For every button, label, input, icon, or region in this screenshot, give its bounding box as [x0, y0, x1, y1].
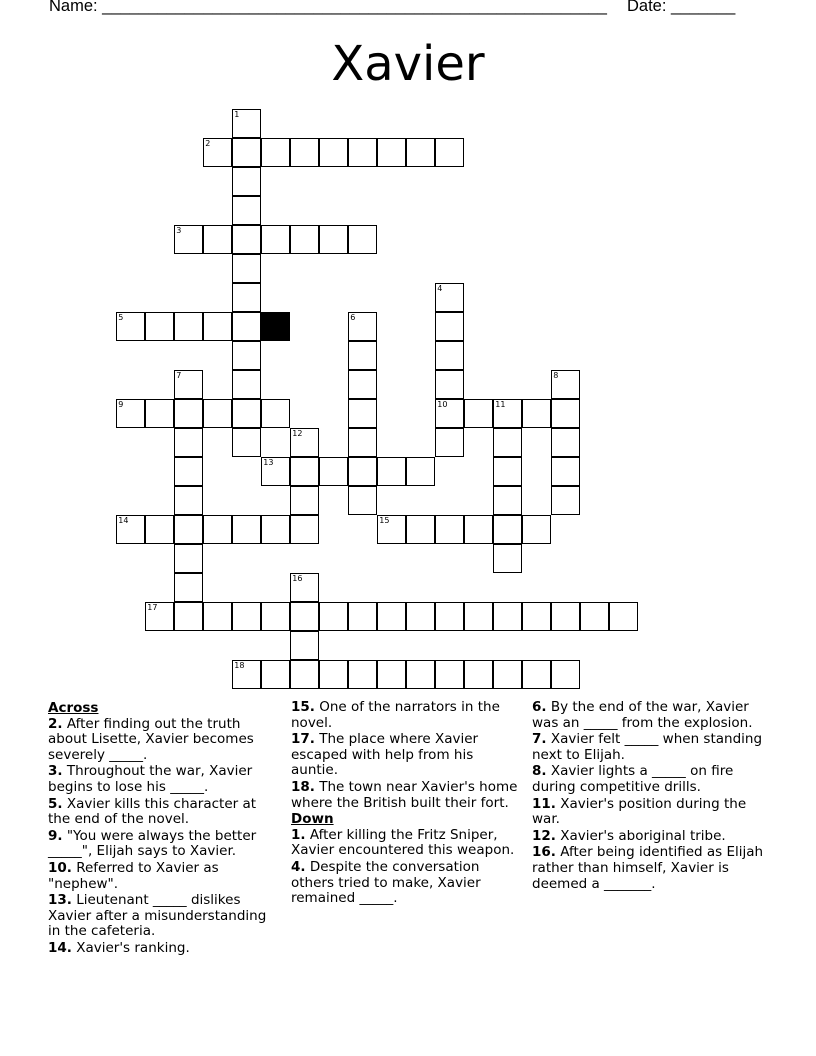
grid-cell[interactable]	[522, 515, 551, 544]
clue	[291, 828, 521, 859]
clue-text: The town near Xavier's home where the British built their fort.	[291, 778, 518, 811]
clue-text: Despite the conversation others tried to make, Xavier remained _____.	[291, 858, 481, 907]
grid-cell[interactable]	[348, 457, 377, 486]
grid-cell[interactable]	[348, 370, 377, 399]
grid-cell[interactable]	[406, 457, 435, 486]
clue-num: 17.	[291, 731, 315, 748]
clue-text: Referred to Xavier as "nephew".	[48, 859, 219, 892]
grid-cell[interactable]	[406, 660, 435, 689]
grid-cell[interactable]	[348, 138, 377, 167]
grid-cell[interactable]	[551, 602, 580, 631]
grid-cell[interactable]	[551, 660, 580, 689]
clue-column-1	[48, 700, 273, 958]
date-field-label[interactable]: Date: _______	[627, 0, 736, 15]
grid-cell[interactable]	[290, 631, 319, 660]
grid-cell[interactable]	[261, 602, 290, 631]
grid-cell[interactable]	[348, 312, 377, 341]
grid-cell[interactable]	[203, 225, 232, 254]
grid-cell[interactable]	[261, 225, 290, 254]
grid-cell[interactable]	[551, 370, 580, 399]
grid-cell[interactable]	[464, 399, 493, 428]
grid-cell[interactable]	[232, 370, 261, 399]
clue	[532, 829, 768, 845]
grid-cell[interactable]	[464, 602, 493, 631]
clue-text: Xavier's position during the war.	[532, 795, 747, 828]
clue-number: 15	[379, 516, 390, 526]
grid-cell[interactable]	[232, 515, 261, 544]
grid-cell[interactable]	[522, 399, 551, 428]
across-clue-list-continued	[291, 700, 521, 811]
grid-cell[interactable]	[174, 573, 203, 602]
grid-cell[interactable]	[174, 428, 203, 457]
grid-cell[interactable]	[406, 602, 435, 631]
grid-cell[interactable]	[551, 486, 580, 515]
down-clue-list	[291, 828, 521, 907]
grid-cell[interactable]	[435, 341, 464, 370]
clue-num: 11.	[532, 795, 556, 812]
grid-cell[interactable]	[174, 399, 203, 428]
grid-cell[interactable]	[232, 399, 261, 428]
grid-cell[interactable]	[290, 457, 319, 486]
grid-cell[interactable]	[232, 602, 261, 631]
grid-cell[interactable]	[493, 515, 522, 544]
grid-cell[interactable]	[435, 602, 464, 631]
clue-num: 13.	[48, 892, 72, 909]
grid-cell[interactable]	[493, 544, 522, 573]
clue-num: 12.	[532, 827, 556, 844]
puzzle-title: Xavier	[331, 36, 485, 92]
grid-cell[interactable]	[174, 457, 203, 486]
clue	[48, 764, 273, 795]
grid-cell[interactable]	[435, 283, 464, 312]
clue	[532, 700, 768, 731]
black-square	[261, 312, 290, 341]
grid-cell[interactable]	[174, 544, 203, 573]
clue-number: 17	[147, 603, 158, 613]
grid-cell[interactable]	[203, 515, 232, 544]
grid-cell[interactable]	[319, 138, 348, 167]
grid-cell[interactable]	[319, 660, 348, 689]
clue	[48, 829, 273, 860]
grid-cell[interactable]	[464, 515, 493, 544]
clue-number: 1	[234, 110, 240, 120]
grid-cell[interactable]	[290, 428, 319, 457]
clue-text: Xavier's ranking.	[71, 939, 190, 956]
grid-cell[interactable]	[232, 138, 261, 167]
grid-cell[interactable]	[232, 660, 261, 689]
grid-cell[interactable]	[290, 138, 319, 167]
clue	[48, 861, 273, 892]
grid-cell[interactable]	[493, 428, 522, 457]
clue-number: 10	[437, 400, 448, 410]
grid-cell[interactable]	[493, 660, 522, 689]
grid-cell[interactable]	[348, 660, 377, 689]
grid-cell[interactable]	[232, 167, 261, 196]
grid-cell[interactable]	[203, 602, 232, 631]
grid-cell[interactable]	[464, 660, 493, 689]
grid-cell[interactable]	[203, 399, 232, 428]
clue-text: After being identified as Elijah rather than himself, Xavier is deemed a _______.	[532, 844, 764, 892]
grid-cell[interactable]	[319, 457, 348, 486]
clue-text: After killing the Fritz Sniper, Xavier encountered this weapon.	[291, 826, 515, 859]
clue	[291, 700, 521, 731]
grid-cell[interactable]	[290, 486, 319, 515]
grid-cell[interactable]	[435, 399, 464, 428]
grid-cell[interactable]	[348, 486, 377, 515]
clue-number: 11	[495, 400, 506, 410]
clue-text: Throughout the war, Xavier begins to lose his _____.	[48, 763, 253, 795]
grid-cell[interactable]	[406, 138, 435, 167]
grid-cell[interactable]	[435, 370, 464, 399]
grid-cell[interactable]	[348, 341, 377, 370]
grid-cell[interactable]	[145, 515, 174, 544]
grid-cell[interactable]	[435, 312, 464, 341]
clue-num: 10.	[48, 859, 72, 876]
clue-number: 7	[176, 371, 182, 381]
clue-number: 5	[118, 313, 124, 323]
clue-text: By the end of the war, Xavier was an _____ from the explosion.	[532, 699, 753, 731]
clue-text: Xavier felt _____ when standing next to Elijah.	[532, 731, 763, 763]
grid-cell[interactable]	[580, 602, 609, 631]
clue-number: 12	[292, 429, 303, 439]
clue	[291, 732, 521, 779]
grid-cell[interactable]	[261, 457, 290, 486]
grid-cell[interactable]	[232, 109, 261, 138]
clue-number: 16	[292, 574, 303, 584]
clue	[48, 717, 273, 764]
grid-cell[interactable]	[232, 428, 261, 457]
clue-num: 4.	[291, 858, 306, 875]
clue	[532, 732, 768, 763]
grid-cell[interactable]	[174, 225, 203, 254]
clue	[532, 797, 768, 828]
grid-cell[interactable]	[203, 138, 232, 167]
clue	[532, 764, 768, 795]
down-clue-list-continued	[532, 700, 768, 892]
grid-cell[interactable]	[145, 399, 174, 428]
grid-cell[interactable]	[319, 225, 348, 254]
grid-cell[interactable]	[116, 399, 145, 428]
grid-cell[interactable]	[348, 225, 377, 254]
clue-number: 4	[437, 284, 443, 294]
grid-cell[interactable]	[435, 660, 464, 689]
grid-cell[interactable]	[174, 602, 203, 631]
clue-column-2	[291, 700, 521, 908]
clue	[532, 845, 768, 892]
grid-cell[interactable]	[203, 312, 232, 341]
grid-cell[interactable]	[377, 457, 406, 486]
clue-number: 2	[205, 139, 211, 149]
grid-cell[interactable]	[435, 515, 464, 544]
clue-number: 8	[553, 371, 559, 381]
grid-cell[interactable]	[377, 660, 406, 689]
grid-cell[interactable]	[348, 602, 377, 631]
grid-cell[interactable]	[377, 515, 406, 544]
grid-cell[interactable]	[435, 138, 464, 167]
grid-cell[interactable]	[290, 660, 319, 689]
clue	[291, 780, 521, 811]
clue-num: 15.	[291, 699, 315, 715]
clue-text: Xavier's aboriginal tribe.	[555, 827, 726, 844]
grid-cell[interactable]	[174, 515, 203, 544]
grid-cell[interactable]	[493, 457, 522, 486]
clue-text: "You were always the better _____", Elijah says to Xavier.	[48, 827, 257, 860]
clue-number: 13	[263, 458, 274, 468]
clue-text: Xavier kills this character at the end of the novel.	[48, 795, 257, 828]
clue-column-3	[532, 700, 768, 893]
clue-number: 6	[350, 313, 356, 323]
grid-cell[interactable]	[145, 602, 174, 631]
clue-text: Xavier lights a _____ on fire during competitive drills.	[532, 763, 734, 795]
grid-cell[interactable]	[232, 283, 261, 312]
grid-cell[interactable]	[493, 486, 522, 515]
grid-cell[interactable]	[232, 225, 261, 254]
grid-cell[interactable]	[232, 254, 261, 283]
clue-num: 8.	[532, 763, 547, 780]
grid-cell[interactable]	[174, 312, 203, 341]
clue-num: 2.	[48, 715, 63, 732]
grid-cell[interactable]	[493, 399, 522, 428]
grid-cell[interactable]	[261, 515, 290, 544]
grid-cell[interactable]	[348, 399, 377, 428]
grid-cell[interactable]	[377, 138, 406, 167]
clue-num: 1.	[291, 826, 306, 843]
clue-text: After finding out the truth about Lisette, Xavier becomes severely _____.	[48, 715, 254, 763]
grid-cell[interactable]	[551, 428, 580, 457]
grid-cell[interactable]	[116, 312, 145, 341]
clue-text: Lieutenant _____ dislikes Xavier after a misunderstanding in the cafeteria.	[48, 892, 267, 940]
clue-num: 14.	[48, 939, 72, 956]
across-clue-list	[48, 717, 273, 957]
grid-cell[interactable]	[406, 515, 435, 544]
grid-cell[interactable]	[319, 602, 348, 631]
grid-cell[interactable]	[493, 602, 522, 631]
clue	[291, 860, 521, 907]
grid-cell[interactable]	[232, 312, 261, 341]
grid-cell[interactable]	[290, 573, 319, 602]
clue-num: 18.	[291, 778, 315, 795]
down-heading: Down	[291, 811, 334, 828]
clue-number: 9	[118, 400, 124, 410]
clue-number: 18	[234, 661, 245, 671]
grid-cell[interactable]	[174, 370, 203, 399]
grid-cell[interactable]	[348, 428, 377, 457]
clue	[48, 893, 273, 940]
across-heading: Across	[48, 700, 99, 716]
clue-num: 6.	[532, 699, 547, 715]
grid-cell[interactable]	[261, 399, 290, 428]
clue-num: 3.	[48, 763, 63, 780]
grid-cell[interactable]	[261, 660, 290, 689]
clue	[48, 797, 273, 828]
grid-cell[interactable]	[377, 602, 406, 631]
clue-text: One of the narrators in the novel.	[291, 699, 500, 731]
grid-cell[interactable]	[609, 602, 638, 631]
grid-cell[interactable]	[232, 196, 261, 225]
grid-cell[interactable]	[116, 515, 145, 544]
clue-num: 9.	[48, 827, 63, 844]
grid-cell[interactable]	[522, 660, 551, 689]
clue-num: 16.	[532, 844, 556, 861]
clue-num: 5.	[48, 795, 63, 812]
grid-cell[interactable]	[145, 312, 174, 341]
clue-num: 7.	[532, 731, 547, 748]
name-field-label[interactable]: Name: _______________________________________________________	[49, 0, 607, 15]
grid-cell[interactable]	[551, 399, 580, 428]
grid-cell[interactable]	[290, 225, 319, 254]
grid-cell[interactable]	[435, 428, 464, 457]
grid-cell[interactable]	[522, 602, 551, 631]
grid-cell[interactable]	[232, 341, 261, 370]
grid-cell[interactable]	[290, 515, 319, 544]
grid-cell[interactable]	[261, 138, 290, 167]
grid-cell[interactable]	[551, 457, 580, 486]
grid-cell[interactable]	[174, 486, 203, 515]
clue-text: The place where Xavier escaped with help from his auntie.	[291, 731, 479, 779]
clue-number: 3	[176, 226, 182, 236]
clue	[48, 941, 273, 957]
grid-cell[interactable]	[290, 602, 319, 631]
clue-number: 14	[118, 516, 129, 526]
